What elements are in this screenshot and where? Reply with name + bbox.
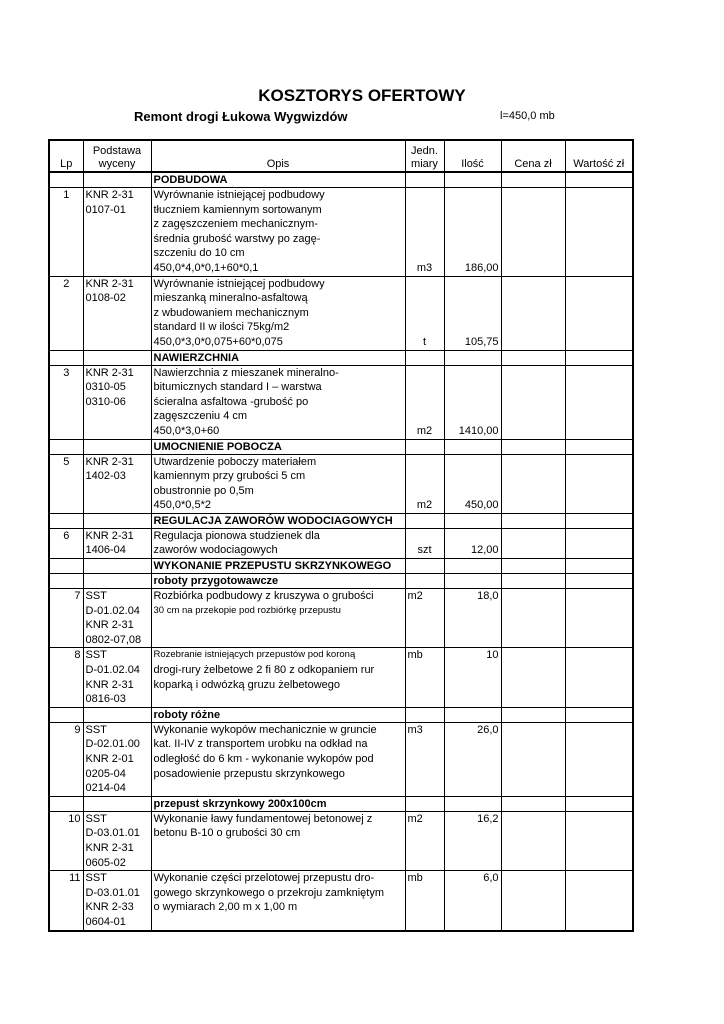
group-title: przepust skrzynkowy 200x100cm: [151, 796, 405, 811]
row-basis: SST D-03.01.01 KNR 2-33 0604-01: [83, 871, 151, 931]
row-quantity: 26,0: [444, 722, 501, 796]
group-title: roboty różne: [151, 707, 405, 722]
header-qty: Ilość: [444, 140, 501, 172]
group-qty-cell: [444, 707, 501, 722]
row-quantity: 186,00: [444, 188, 501, 277]
group-unit-cell: [405, 439, 444, 454]
row-quantity: 6,0: [444, 871, 501, 931]
row-quantity: 16,2: [444, 811, 501, 870]
row-value: [565, 365, 633, 439]
group-row-nawierzchnia: [49, 350, 633, 365]
row-price: [501, 528, 565, 558]
group-basis-cell: [83, 439, 151, 454]
group-unit-cell: [405, 172, 444, 188]
row-unit: m2: [405, 365, 444, 439]
group-qty-cell: [444, 574, 501, 589]
group-lp-cell: [49, 439, 83, 454]
row-description: Wykonanie części przelotowej przepustu dro- gowego skrzynkowego o przekroju zamkniętym o wymiarach 2,00 m x 1,00 m: [151, 871, 405, 931]
road-length: l=450,0 mb: [500, 110, 555, 122]
header-lp: Lp: [49, 140, 83, 172]
group-value-cell: [565, 574, 633, 589]
group-title: PODBUDOWA: [151, 172, 405, 188]
group-unit-cell: [405, 559, 444, 574]
group-unit-cell: [405, 796, 444, 811]
group-row-regulacja: [49, 513, 633, 528]
group-price-cell: [501, 350, 565, 365]
group-qty-cell: [444, 796, 501, 811]
group-basis-cell: [83, 559, 151, 574]
group-price-cell: [501, 796, 565, 811]
row-unit: m2: [405, 811, 444, 870]
group-price-cell: [501, 439, 565, 454]
group-value-cell: [565, 350, 633, 365]
row-description: Wyrównanie istniejącej podbudowy mieszanką mineralno-asfaltową z wbudowaniem mechanicznym standard II w ilości 75kg/m2 450,0*3,0*0,075+60*0,075: [151, 276, 405, 350]
row-basis: KNR 2-31 0107-01: [83, 188, 151, 277]
row-lp: 11: [49, 871, 83, 931]
row-price: [501, 454, 565, 513]
table-row: [49, 365, 633, 439]
row-basis: SST D-01.02.04 KNR 2-31 0816-03: [83, 648, 151, 707]
group-qty-cell: [444, 439, 501, 454]
group-lp-cell: [49, 559, 83, 574]
table-row: [49, 722, 633, 796]
row-lp: 1: [49, 188, 83, 277]
group-price-cell: [501, 559, 565, 574]
group-value-cell: [565, 559, 633, 574]
table-row: [49, 648, 633, 707]
row-value: [565, 528, 633, 558]
row-value: [565, 722, 633, 796]
row-quantity: 450,00: [444, 454, 501, 513]
row-description: Wyrównanie istniejącej podbudowy tłuczniem kamiennym sortowanym z zagęszczeniem mechanicznym- średnia grubość warstwy po zagę- szczeniu do 10 cm 450,0*4,0*0,1+60*0,1: [151, 188, 405, 277]
table-row: [49, 811, 633, 870]
row-unit: m3: [405, 188, 444, 277]
row-value: [565, 188, 633, 277]
group-basis-cell: [83, 513, 151, 528]
row-unit: m3: [405, 722, 444, 796]
group-value-cell: [565, 172, 633, 188]
row-lp: 3: [49, 365, 83, 439]
table-row: [49, 589, 633, 648]
group-lp-cell: [49, 350, 83, 365]
row-unit: t: [405, 276, 444, 350]
row-basis: KNR 2-31 0108-02: [83, 276, 151, 350]
group-row-przygotowawcze: [49, 574, 633, 589]
group-basis-cell: [83, 574, 151, 589]
row-unit: szt: [405, 528, 444, 558]
row-unit: m2: [405, 454, 444, 513]
group-title: UMOCNIENIE POBOCZA: [151, 439, 405, 454]
group-lp-cell: [49, 796, 83, 811]
row-basis: KNR 2-31 1402-03: [83, 454, 151, 513]
group-lp-cell: [49, 574, 83, 589]
table-header-row: [49, 140, 633, 172]
table-row: [49, 454, 633, 513]
group-basis-cell: [83, 796, 151, 811]
row-value: [565, 454, 633, 513]
group-row-skrzynkowy: [49, 796, 633, 811]
row-value: [565, 648, 633, 707]
group-row-umocnienie: [49, 439, 633, 454]
group-price-cell: [501, 707, 565, 722]
group-qty-cell: [444, 350, 501, 365]
row-basis: KNR 2-31 1406-04: [83, 528, 151, 558]
row-price: [501, 648, 565, 707]
row-price: [501, 188, 565, 277]
group-title: NAWIERZCHNIA: [151, 350, 405, 365]
row-price: [501, 365, 565, 439]
group-value-cell: [565, 513, 633, 528]
row-basis: KNR 2-31 0310-05 0310-06: [83, 365, 151, 439]
row-description: Utwardzenie poboczy materiałem kamiennym przy grubości 5 cm obustronnie po 0,5m 450,0*0,5*2: [151, 454, 405, 513]
group-price-cell: [501, 574, 565, 589]
row-description: Regulacja pionowa studzienek dla zaworów wodociagowych: [151, 528, 405, 558]
row-lp: 6: [49, 528, 83, 558]
header-desc: Opis: [151, 140, 405, 172]
group-lp-cell: [49, 707, 83, 722]
row-value: [565, 589, 633, 648]
row-lp: 8: [49, 648, 83, 707]
row-price: [501, 811, 565, 870]
row-description: Wykonanie ławy fundamentowej betonowej z betonu B-10 o grubości 30 cm: [151, 811, 405, 870]
group-title: roboty przygotowawcze: [151, 574, 405, 589]
group-row-rozne: [49, 707, 633, 722]
group-title: REGULACJA ZAWORÓW WODOCIAGOWYCH: [151, 513, 405, 528]
header-basis: Podstawa wyceny: [83, 140, 151, 172]
row-value: [565, 276, 633, 350]
row-quantity: 18,0: [444, 589, 501, 648]
row-price: [501, 871, 565, 931]
row-price: [501, 722, 565, 796]
row-basis: SST D-03.01.01 KNR 2-31 0605-02: [83, 811, 151, 870]
group-qty-cell: [444, 513, 501, 528]
header-unit: Jedn. miary: [405, 140, 444, 172]
group-lp-cell: [49, 172, 83, 188]
group-value-cell: [565, 439, 633, 454]
row-lp: 7: [49, 589, 83, 648]
row-quantity: 10: [444, 648, 501, 707]
row-description: Rozbiórka podbudowy z kruszywa o grubości 30 cm na przekopie pod rozbiórkę przepustu: [151, 589, 405, 648]
row-lp: 2: [49, 276, 83, 350]
row-unit: mb: [405, 648, 444, 707]
group-unit-cell: [405, 350, 444, 365]
cost-estimate-table: [48, 139, 634, 932]
row-quantity: 12,00: [444, 528, 501, 558]
group-qty-cell: [444, 559, 501, 574]
group-unit-cell: [405, 707, 444, 722]
group-price-cell: [501, 172, 565, 188]
row-value: [565, 811, 633, 870]
group-price-cell: [501, 513, 565, 528]
table-row: [49, 276, 633, 350]
row-lp: 9: [49, 722, 83, 796]
group-unit-cell: [405, 513, 444, 528]
row-quantity: 105,75: [444, 276, 501, 350]
table-row: [49, 528, 633, 558]
row-basis: SST D-02.01.00 KNR 2-01 0205-04 0214-04: [83, 722, 151, 796]
row-unit: m2: [405, 589, 444, 648]
group-lp-cell: [49, 513, 83, 528]
header-value: Wartość zł: [565, 140, 633, 172]
row-basis: SST D-01.02.04 KNR 2-31 0802-07,08: [83, 589, 151, 648]
row-value: [565, 871, 633, 931]
group-title: WYKONANIE PRZEPUSTU SKRZYNKOWEGO: [151, 559, 405, 574]
group-value-cell: [565, 707, 633, 722]
row-description: Rozebranie istniejących przepustów pod koroną drogi-rury żelbetowe 2 fi 80 z odkopaniem rur koparką i odwózką gruzu żelbetowego: [151, 648, 405, 707]
group-row-podbudowa: [49, 172, 633, 188]
row-price: [501, 276, 565, 350]
row-unit: mb: [405, 871, 444, 931]
row-lp: 5: [49, 454, 83, 513]
group-basis-cell: [83, 707, 151, 722]
row-description: Wykonanie wykopów mechanicznie w gruncie kat. II-IV z transportem urobku na odkład na odległość do 6 km - wykonanie wykopów pod posadowienie przepustu skrzynkowego: [151, 722, 405, 796]
row-description: Nawierzchnia z mieszanek mineralno- bitumicznych standard I – warstwa ścieralna asfaltowa -grubość po zagęszczeniu 4 cm 450,0*3,0+60: [151, 365, 405, 439]
group-value-cell: [565, 796, 633, 811]
header-price: Cena zł: [501, 140, 565, 172]
document-subtitle: Remont drogi Łukowa Wygwizdów: [134, 109, 348, 124]
table-row: [49, 188, 633, 277]
group-basis-cell: [83, 172, 151, 188]
row-quantity: 1410,00: [444, 365, 501, 439]
group-unit-cell: [405, 574, 444, 589]
row-lp: 10: [49, 811, 83, 870]
group-row-przepust: [49, 559, 633, 574]
table-row: [49, 871, 633, 931]
document-title: KOSZTORYS OFERTOWY: [258, 86, 466, 105]
group-basis-cell: [83, 350, 151, 365]
group-qty-cell: [444, 172, 501, 188]
row-price: [501, 589, 565, 648]
